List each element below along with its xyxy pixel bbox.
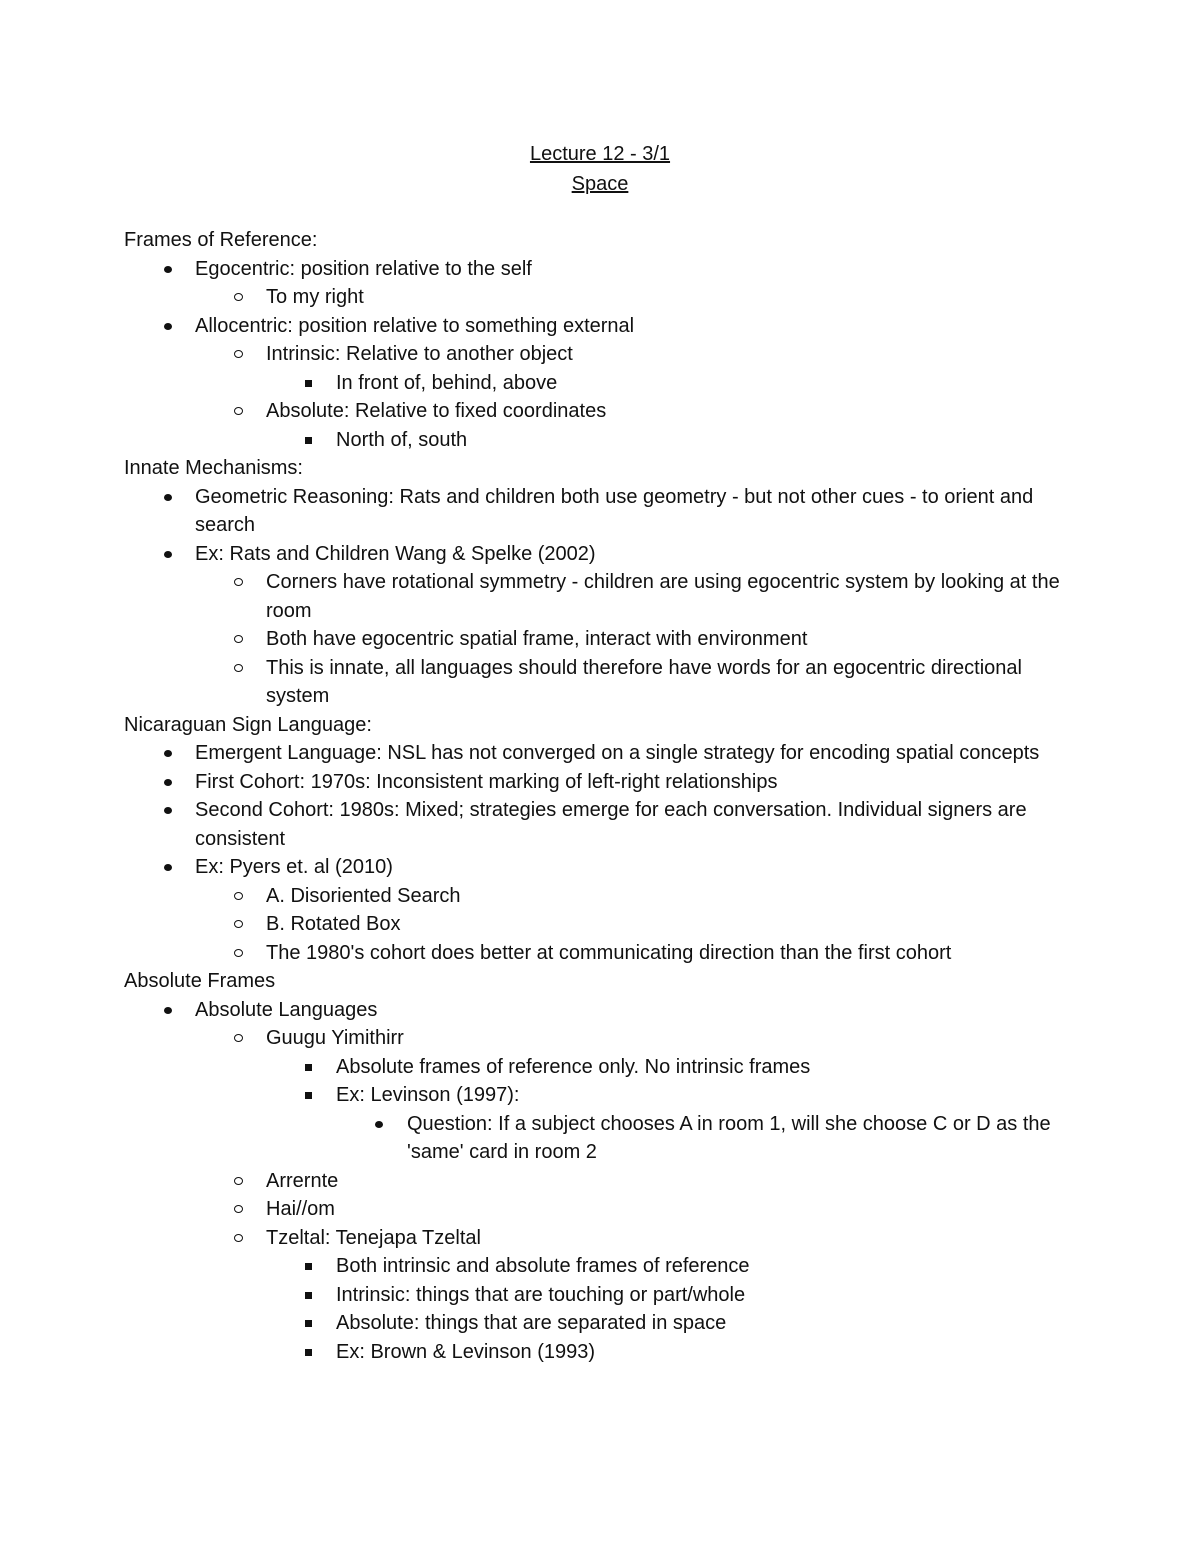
list-item-text: Guugu Yimithirr [266,1027,404,1049]
list-item-text: A. Disoriented Search [266,884,461,907]
section-heading: Absolute Frames [124,970,276,992]
list-item [124,996,1084,1025]
notes-body [124,226,1084,1366]
list-item [124,1224,1084,1253]
bullet-dot-icon [375,1121,383,1128]
list-item [124,1167,1084,1196]
list-item [124,1081,1084,1110]
list-item [124,853,1084,882]
section-heading: Frames of Reference: [124,229,318,251]
bullet-circle-icon [234,635,243,643]
list-item-text: Egocentric: position relative to the self [195,257,532,280]
list-item [124,654,1084,711]
list-item [124,1110,1084,1167]
list-item [124,625,1084,654]
list-item-text: Intrinsic: Relative to another object [266,343,573,365]
bullet-dot-icon [164,1007,172,1014]
bullet-circle-icon [234,892,243,900]
bullet-list [124,996,1084,1367]
list-item [124,1309,1084,1338]
list-item [124,1338,1084,1367]
section-heading: Nicaraguan Sign Language: [124,713,372,736]
list-item [124,1195,1084,1224]
list-item-text: To my right [266,286,364,308]
list-item-text: Both intrinsic and absolute frames of reference [336,1255,750,1277]
bullet-circle-icon [234,1234,243,1242]
list-item [124,796,1084,853]
bullet-square-icon [305,1349,312,1356]
list-item-text: Absolute Languages [195,998,378,1021]
bullet-square-icon [305,1292,312,1299]
list-item [124,397,1084,426]
list-item-text: Ex: Rats and Children Wang & Spelke (2002) [195,542,596,565]
bullet-circle-icon [234,949,243,957]
list-item-text: B. Rotated Box [266,913,401,935]
list-item-text: Allocentric: position relative to something external [195,314,635,337]
bullet-circle-icon [234,664,243,672]
bullet-list [124,483,1084,711]
list-item [124,568,1084,625]
list-item [124,540,1084,569]
list-item [124,768,1084,797]
list-item-text: Absolute: things that are separated in space [336,1312,727,1334]
list-item [124,910,1084,939]
list-item-text: Tzeltal: Tenejapa Tzeltal [266,1226,481,1249]
list-item [124,340,1084,369]
list-item [124,882,1084,911]
list-item-text: Question: If a subject chooses A in room 1, will she choose C or D as the 'same' card in room 2 [407,1112,1051,1163]
bullet-circle-icon [234,293,243,301]
bullet-list [124,739,1084,967]
bullet-circle-icon [234,350,243,358]
list-item [124,1281,1084,1310]
bullet-dot-icon [164,494,172,501]
bullet-circle-icon [234,1034,243,1042]
bullet-circle-icon [234,407,243,415]
bullet-circle-icon [234,920,243,928]
list-item [124,1053,1084,1082]
list-item-text: This is innate, all languages should therefore have words for an egocentric directional system [266,656,1022,707]
lecture-title: Lecture 12 - 3/1 [529,143,671,165]
bullet-dot-icon [164,779,172,786]
list-item-text: Ex: Brown & Levinson (1993) [336,1340,596,1363]
section-heading: Innate Mechanisms: [124,457,303,479]
list-item [124,312,1084,341]
bullet-circle-icon [234,1205,243,1213]
list-item [124,1024,1084,1053]
bullet-square-icon [305,1263,312,1270]
lecture-subtitle: Space [571,173,629,195]
bullet-list [124,255,1084,455]
list-item-text: North of, south [336,428,468,451]
list-item-text: Absolute: Relative to fixed coordinates [266,400,607,422]
bullet-dot-icon [164,323,172,330]
list-item [124,939,1084,968]
list-item-text: The 1980's cohort does better at communicating direction than the first cohort [266,941,952,964]
list-item-text: Geometric Reasoning: Rats and children both use geometry - but not other cues - to orient and search [195,485,1034,536]
list-item-text: Both have egocentric spatial frame, interact with environment [266,628,808,650]
bullet-square-icon [305,437,312,444]
list-item [124,369,1084,398]
list-item-text: Ex: Levinson (1997): [336,1084,520,1106]
list-item-text: Emergent Language: NSL has not converged on a single strategy for encoding spatial concepts [195,742,1040,764]
list-item-text: First Cohort: 1970s: Inconsistent marking of left-right relationships [195,770,778,793]
bullet-dot-icon [164,750,172,757]
bullet-dot-icon [164,864,172,871]
bullet-circle-icon [234,1177,243,1185]
bullet-square-icon [305,1064,312,1071]
list-item-text: Corners have rotational symmetry - children are using egocentric system by looking at the room [266,571,1060,622]
list-item-text: Arrernte [266,1169,339,1192]
list-item [124,1252,1084,1281]
list-item-text: Ex: Pyers et. al (2010) [195,856,393,878]
list-item [124,739,1084,768]
list-item-text: Intrinsic: things that are touching or part/whole [336,1283,746,1306]
list-item-text: In front of, behind, above [336,371,558,394]
bullet-dot-icon [164,551,172,558]
bullet-circle-icon [234,578,243,586]
list-item [124,255,1084,284]
bullet-square-icon [305,380,312,387]
bullet-square-icon [305,1320,312,1327]
bullet-dot-icon [164,266,172,273]
list-item-text: Absolute frames of reference only. No intrinsic frames [336,1055,811,1078]
list-item [124,283,1084,312]
bullet-dot-icon [164,807,172,814]
bullet-square-icon [305,1092,312,1099]
list-item [124,483,1084,540]
list-item-text: Hai//om [266,1198,335,1220]
list-item [124,426,1084,455]
list-item-text: Second Cohort: 1980s: Mixed; strategies emerge for each conversation. Individual signers are consistent [195,799,1027,850]
